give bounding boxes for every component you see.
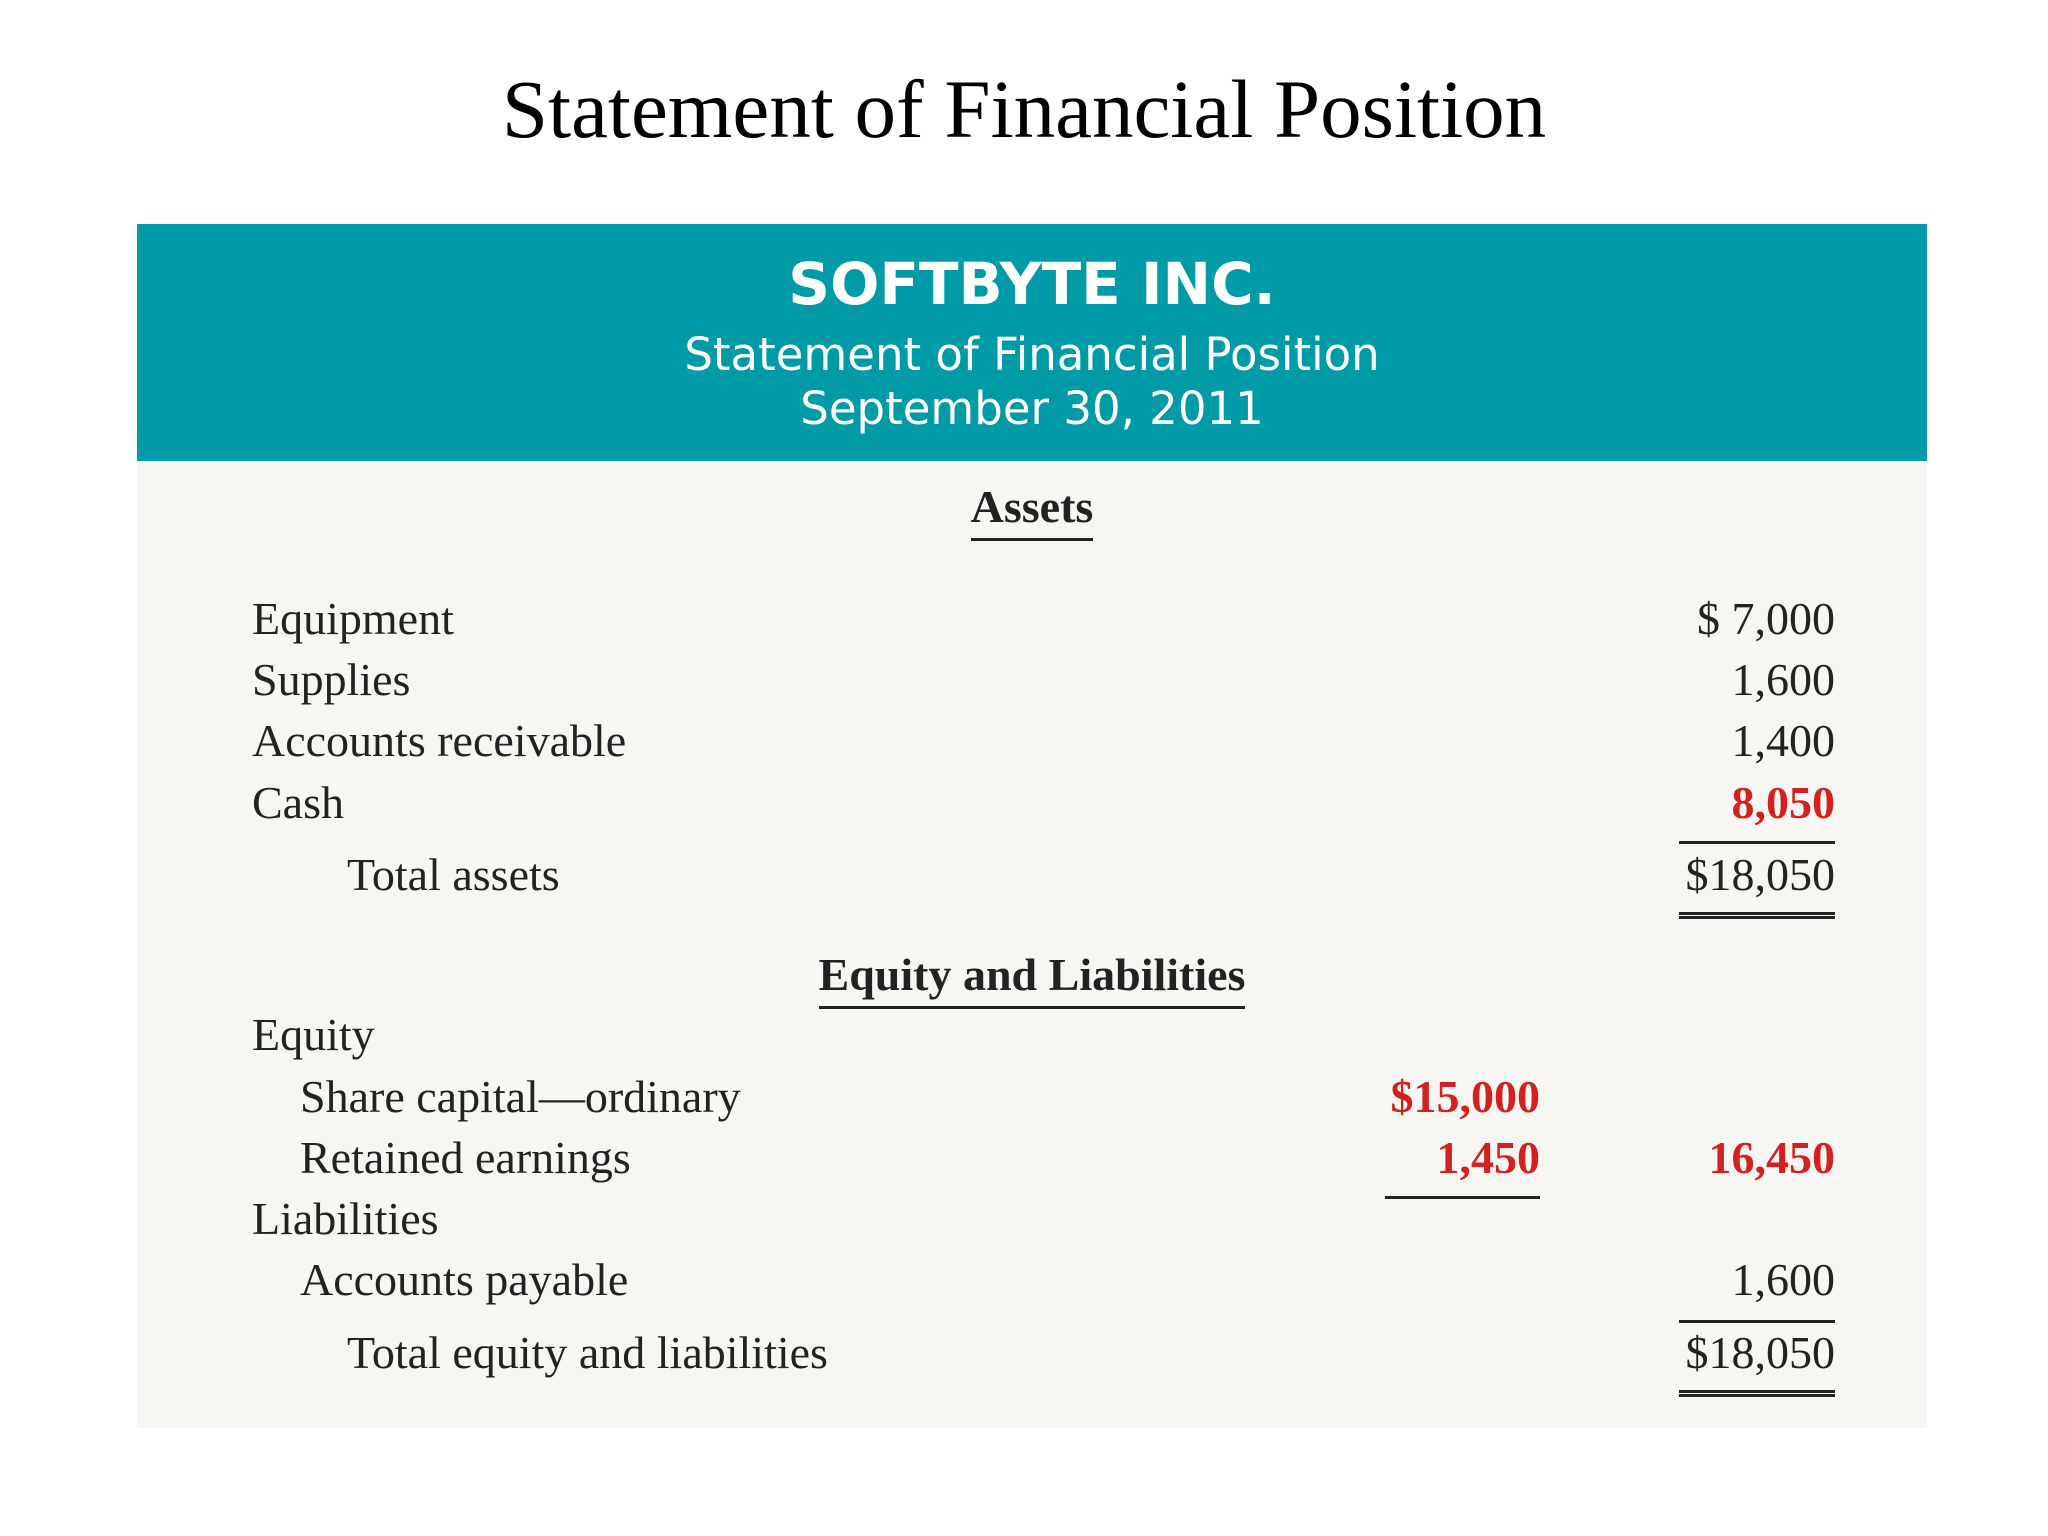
total-double-rule [1679,1390,1835,1397]
retained-earnings-amount: 1,450 [1436,1132,1540,1183]
equity-label: Equity [252,1009,375,1060]
asset-label: Accounts receivable [252,715,627,766]
statement-subtitle: Statement of Financial Position [684,328,1380,381]
asset-label: Cash [252,777,344,828]
accounts-payable-label: Accounts payable [300,1254,629,1305]
subtotal-rule [1679,841,1835,844]
statement-date: September 30, 2011 [800,382,1264,435]
subtotal-rule [1679,1320,1835,1323]
equity-liabilities-heading-text: Equity and Liabilities [819,952,1246,1009]
equity-subtotal-amount: 16,450 [1708,1132,1835,1183]
asset-amount: $ 7,000 [1697,593,1835,644]
total-assets-label: Total assets [347,849,560,900]
total-equity-liabilities-amount: $18,050 [1685,1327,1835,1378]
retained-earnings-label: Retained earnings [300,1132,631,1183]
share-capital-amount: $15,000 [1390,1071,1540,1122]
equity-liabilities-heading [137,949,1927,1009]
asset-label: Equipment [252,593,454,644]
share-capital-label: Share capital—ordinary [300,1071,741,1122]
asset-amount: 1,400 [1731,715,1835,766]
total-assets-amount: $18,050 [1685,849,1835,900]
equity-subtotal-rule [1385,1196,1540,1199]
statement-panel [137,224,1927,1428]
assets-heading-text: Assets [971,484,1094,541]
accounts-payable-amount: 1,600 [1731,1254,1835,1305]
asset-amount: 1,600 [1731,654,1835,705]
cash-amount: 8,050 [1731,777,1835,828]
total-double-rule [1679,912,1835,919]
statement-banner [137,224,1927,461]
slide-title: Statement of Financial Position [501,63,1547,155]
total-equity-liabilities-label: Total equity and liabilities [347,1327,828,1378]
liabilities-label: Liabilities [252,1193,439,1244]
assets-heading [137,481,1927,541]
asset-label: Supplies [252,654,411,705]
company-name: SOFTBYTE INC. [788,250,1276,318]
